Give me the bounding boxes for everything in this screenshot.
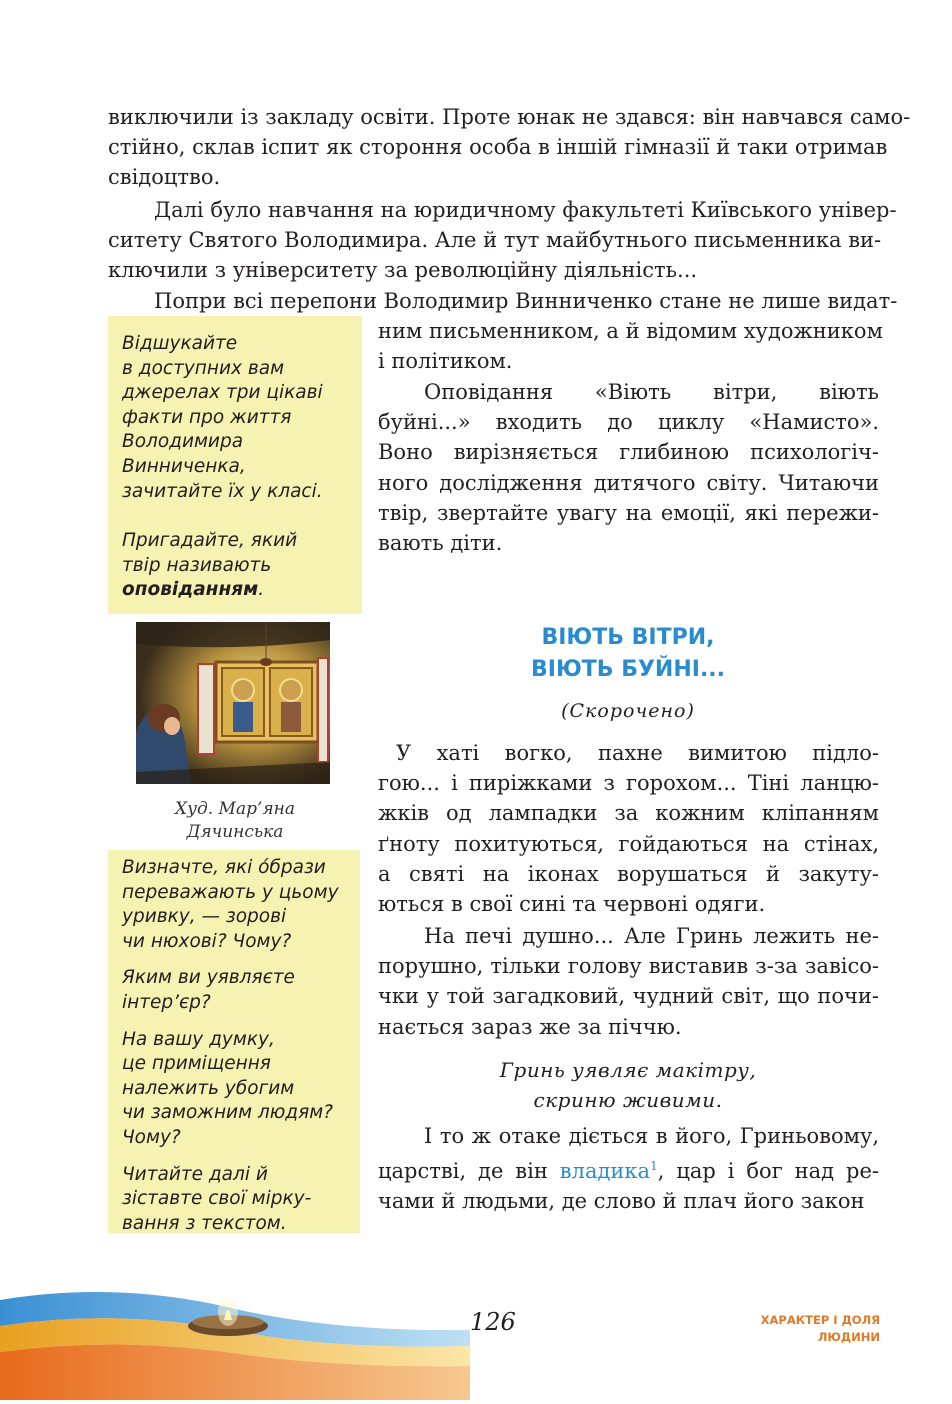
question-line: переважають у цьому bbox=[122, 881, 339, 903]
stage-line: Гринь уявляє макітру, bbox=[499, 1058, 757, 1082]
text-line: гою... і пиріжками з горохом... Тіні ланцю- bbox=[378, 771, 879, 796]
text-line: ного дослідження дитячого світу. Читаючи bbox=[378, 470, 879, 495]
text-fragment: царстві, де він bbox=[378, 1159, 560, 1184]
text-line: нається зараз же за піччю. bbox=[378, 1014, 682, 1039]
text-line: Оповідання «Віють вітри, віють bbox=[424, 380, 879, 404]
story-title bbox=[378, 622, 878, 686]
footer-decoration bbox=[0, 1270, 470, 1400]
question-line: вання з текстом. bbox=[122, 1212, 287, 1234]
story-title-line: ВІЮТЬ БУЙНІ... bbox=[530, 657, 726, 682]
text-line: свідоцтво. bbox=[108, 165, 221, 190]
text-line: Далі було навчання на юридичному факультеті Київського універ- bbox=[154, 198, 897, 222]
paragraph-story-stove bbox=[378, 921, 879, 1042]
text-line: На печі душно... Але Гринь лежить не- bbox=[424, 924, 879, 948]
illustration-svg bbox=[136, 622, 330, 784]
paragraph-story-intro bbox=[378, 377, 879, 558]
sidebar-task-box bbox=[108, 316, 362, 614]
story-stage-direction bbox=[378, 1055, 878, 1115]
task-line: факти про життя bbox=[122, 406, 292, 428]
text-line: У хаті вогко, пахне вимитою підло- bbox=[396, 741, 879, 765]
illustration-caption bbox=[108, 798, 362, 844]
text-line: виключили із закладу освіти. Проте юнак не здався: він навчався само- bbox=[108, 105, 911, 129]
paragraph-intro bbox=[108, 102, 911, 193]
question-line: інтер’єр? bbox=[122, 991, 211, 1013]
text-line: ключили з університету за революційну діяльність... bbox=[108, 258, 698, 283]
text-line: порушно, тільки голову виставив з-за завісо- bbox=[378, 954, 879, 979]
text-fragment: , цар і бог над ре- bbox=[657, 1159, 879, 1184]
question-line: належить убогим bbox=[122, 1077, 295, 1099]
text-line: ним письменником, а й відомим художником bbox=[378, 319, 883, 343]
question-line: Чому? bbox=[122, 1126, 181, 1148]
text-line: а святі на іконах ворушаться й закуту- bbox=[378, 861, 879, 886]
caption-line: Худ. Мар’яна bbox=[175, 799, 295, 819]
question-line: Яким ви уявляєте bbox=[122, 967, 295, 989]
question-line: уривку, — зорові bbox=[122, 906, 287, 928]
paragraph-university bbox=[108, 195, 897, 286]
text-line: чами й людьми, де слово й плач його закон bbox=[378, 1189, 865, 1214]
paragraph-obstacles-first-line bbox=[108, 286, 898, 316]
stage-line: скриню живими. bbox=[533, 1088, 723, 1112]
text-line bbox=[378, 1151, 879, 1186]
text-line: чки у той загадковий, чудний світ, що почи- bbox=[378, 984, 879, 1009]
task-line: джерелах три цікаві bbox=[122, 382, 323, 404]
text-line: ситету Святого Володимира. Але й тут майбутнього письменника ви- bbox=[108, 228, 882, 253]
section-title-line: ЛЮДИНИ bbox=[817, 1330, 880, 1344]
text-line: ґноту похитуються, гойдаються на стінах, bbox=[378, 831, 879, 856]
story-subtitle: (Скорочено) bbox=[561, 700, 695, 722]
text-line: твір, звертайте увагу на емоції, які пережи- bbox=[378, 500, 879, 525]
footnote-link-vladyka[interactable]: владика bbox=[559, 1159, 651, 1184]
task-line: в доступних вам bbox=[122, 357, 285, 379]
question-line: зіставте свої мірку- bbox=[122, 1188, 312, 1210]
question-images bbox=[122, 856, 348, 954]
task-line: Винниченка, bbox=[122, 455, 246, 477]
text-line: Воно вирізняється глибиною психологіч- bbox=[378, 440, 879, 465]
question-line: На вашу думку, bbox=[122, 1028, 275, 1050]
paragraph-story-kingdom bbox=[378, 1121, 879, 1217]
text-line: стійно, склав іспит як стороння особа в іншій гімназії й таки отримав bbox=[108, 135, 888, 160]
task-find-facts bbox=[122, 332, 350, 504]
task-line: Відшукайте bbox=[122, 333, 238, 354]
text-line: І то ж отаке діється в його, Гриньовому, bbox=[424, 1124, 879, 1148]
story-title-line: ВІЮТЬ ВІТРИ, bbox=[541, 625, 715, 650]
task-keyword: оповіданням bbox=[122, 579, 259, 601]
question-line: чи заможним людям? bbox=[122, 1102, 333, 1124]
task-line: Пригадайте, який bbox=[122, 530, 298, 552]
task-line: зачитайте їх у класі. bbox=[122, 480, 323, 502]
footnote-marker[interactable]: 1 bbox=[650, 1159, 658, 1174]
caption-line: Дячинська bbox=[186, 822, 284, 842]
question-wealth bbox=[122, 1028, 348, 1151]
footer-wave-svg bbox=[0, 1270, 470, 1400]
question-compare bbox=[122, 1163, 348, 1237]
question-interior bbox=[122, 966, 348, 1015]
question-line: це приміщення bbox=[122, 1053, 271, 1075]
paragraph-story-hut bbox=[378, 738, 879, 919]
task-line: твір називають bbox=[122, 554, 272, 576]
task-line: . bbox=[258, 579, 265, 601]
text-line: вають діти. bbox=[378, 531, 503, 556]
question-line: чи нюхові? Чому? bbox=[122, 930, 292, 952]
task-recall-genre bbox=[122, 529, 350, 603]
text-line: Попри всі перепони Володимир Винниченко стане не лише видат- bbox=[154, 289, 898, 313]
text-line: ються в свої сині та червоні одяги. bbox=[378, 892, 766, 917]
text-line: жків од лампадки за кожним кліпанням bbox=[378, 801, 879, 826]
illustration-icons-interior bbox=[136, 622, 330, 784]
sidebar-questions-box bbox=[108, 850, 360, 1233]
section-title-line: ХАРАКТЕР І ДОЛЯ bbox=[760, 1313, 880, 1327]
page-number: 126 bbox=[470, 1308, 516, 1336]
task-line: Володимира bbox=[122, 431, 244, 453]
question-line: Читайте далі й bbox=[122, 1163, 268, 1185]
text-line: буйні...» входить до циклу «Намисто». bbox=[378, 410, 879, 435]
question-line: Визначте, які о́брази bbox=[122, 857, 326, 878]
section-title bbox=[761, 1312, 880, 1346]
paragraph-obstacles-rest bbox=[378, 316, 883, 376]
text-line: і політиком. bbox=[378, 349, 513, 374]
